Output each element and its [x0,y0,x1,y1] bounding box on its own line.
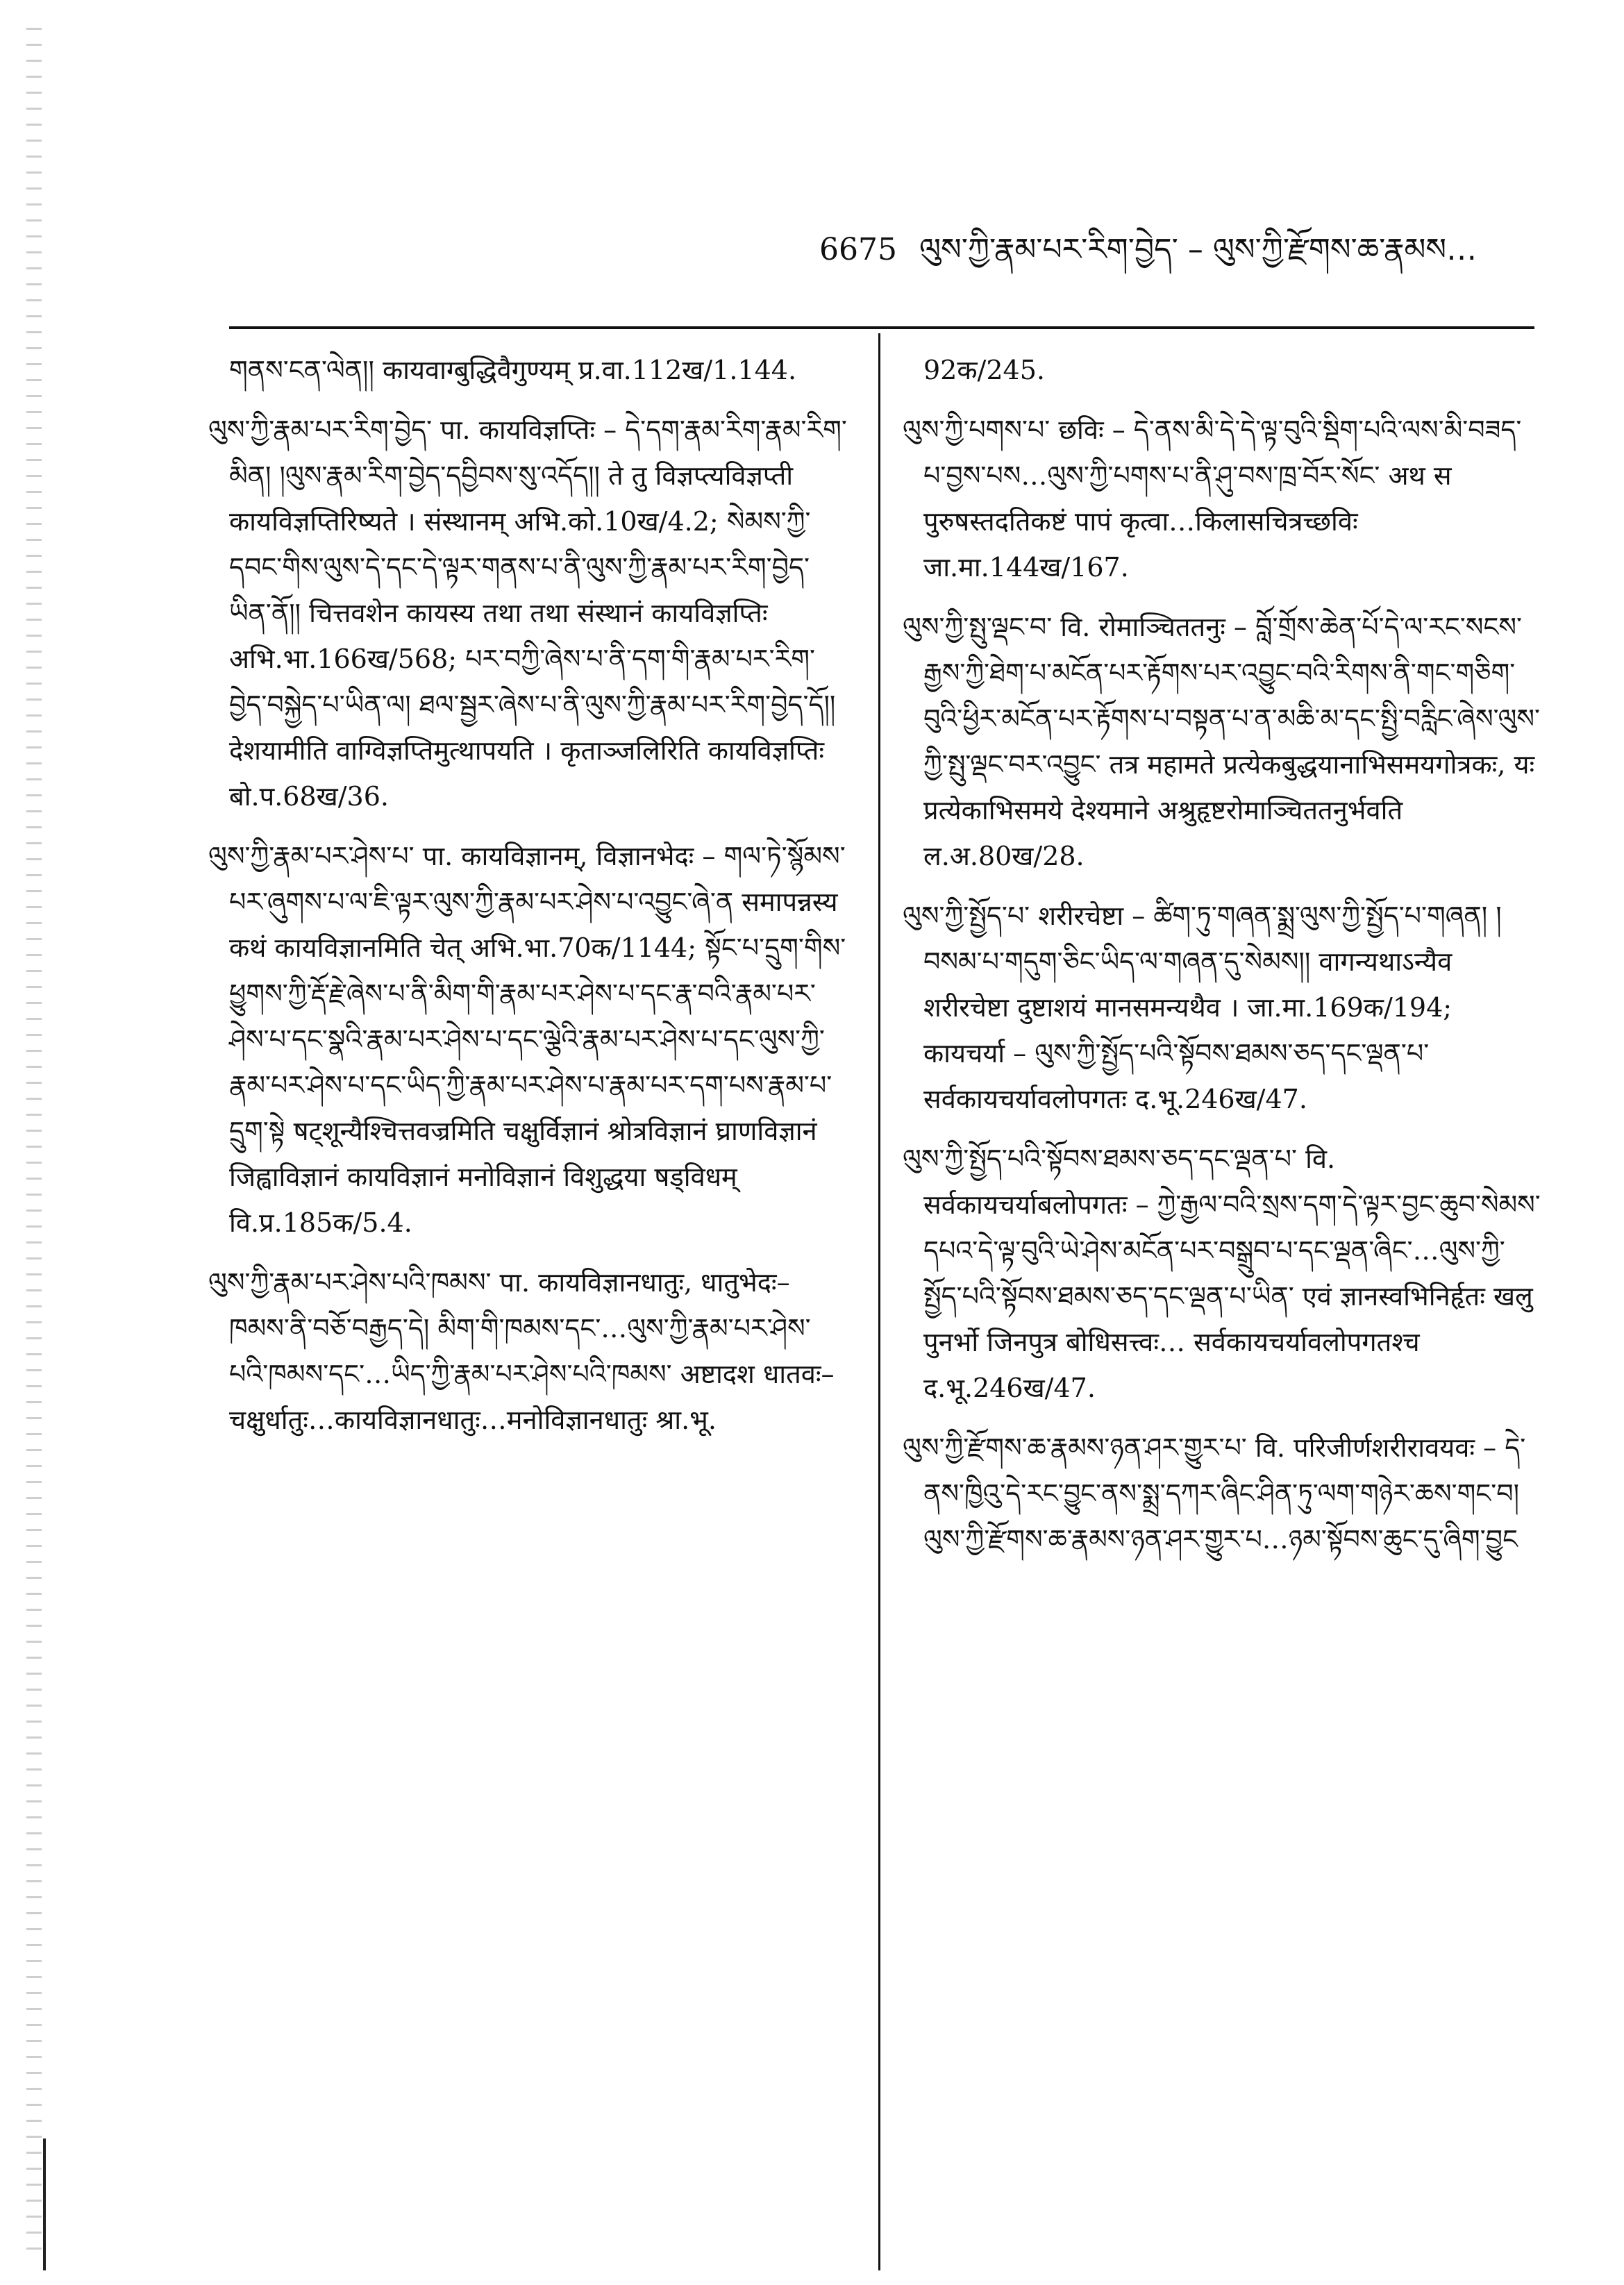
dictionary-entry: ལུས་ཀྱི་རྣམ་པར་ཤེས་པ་ पा. कायविज्ञानम्, विज्ञानभेदः – གལ་ཏེ་སྙོམས་པར་ཞུགས་པ་ལ་ཇི་ལྟར་ལུས་ཀྱི་རྣམ་པར་ཤེས་པ་འབྱུང་ཞེ་ན समापन्नस्य कथं कायविज्ञानमिति चेत् अभि.भा.70क/1144; སྟོང་པ་དྲུག་གིས་ཕྱུགས་ཀྱི་རྡོ་རྗེ་ཞེས་པ་ནི་མིག་གི་རྣམ་པར་ཤེས་པ་དང་རྣ་བའི་རྣམ་པར་ཤེས་པ་དང་སྣའི་རྣམ་པར་ཤེས་པ་དང་ལྕེའི་རྣམ་པར་ཤེས་པ་དང་ལུས་ཀྱི་རྣམ་པར་ཤེས་པ་དང་ཡིད་ཀྱི་རྣམ་པར་ཤེས་པ་རྣམ་པར་དག་པས་རྣམ་པ་དྲུག་སྟེ षट्शून्यैश्चित्तवज्रमिति चक्षुर्विज्ञानं श्रोत्रविज्ञानं घ्राणविज्ञानं जिह्वाविज्ञानं कायविज्ञानं मनोविज्ञानं विशुद्धया षड्विधम् वि.प्र.185क/5.4. [208,841,846,1238]
page-number: 6675 [819,232,897,267]
left-column [208,347,847,1457]
dictionary-entry: ལུས་ཀྱི་རྣམ་པར་ཤེས་པའི་ཁམས་ पा. कायविज्ञानधातुः, धातुभेदः–ཁམས་ནི་བཅོ་བརྒྱད་དེ། མིག་གི་ཁམས་དང་…ལུས་ཀྱི་རྣམ་པར་ཤེས་པའི་ཁམས་དང་…ཡིད་ཀྱི་རྣམ་པར་ཤེས་པའི་ཁམས་ अष्टादश धातवः–चक्षुर्धातुः…कायविज्ञानधातुः…मनोविज्ञानधातुः श्रा.भू. [208,1267,835,1435]
dictionary-entry: ལུས་ཀྱི་རྣམ་པར་རིག་བྱེད་ पा. कायविज्ञप्तिः – དེ་དག་རྣམ་རིག་རྣམ་རིག་མིན། །ལུས་རྣམ་རིག་བྱེད་དབྱིབས་སུ་འདོད།། ते तु विज्ञप्त्यविज्ञप्ती कायविज्ञप्तिरिष्यते । संस्थानम् अभि.को.10ख/4.2; སེམས་ཀྱི་དབང་གིས་ལུས་དེ་དང་དེ་ལྟར་གནས་པ་ནི་ལུས་ཀྱི་རྣམ་པར་རིག་བྱེད་ཡིན་ནོ།། चित्तवशेन कायस्य तथा तथा संस्थानं कायविज्ञप्तिः अभि.भा.166ख/568; པར་བཀྱི་ཞེས་པ་ནི་དག་གི་རྣམ་པར་རིག་བྱེད་བསྐྱེད་པ་ཡིན་ལ། ཐལ་སྦྱར་ཞེས་པ་ནི་ལུས་ཀྱི་རྣམ་པར་རིག་བྱེད་དོ།། देशयामीति वाग्विज्ञप्तिमुत्थापयति । कृताञ्जलिरिति कायविज्ञप्तिः बो.प.68ख/36. [208,415,847,812]
dictionary-entry: ལུས་ཀྱི་སྤུ་ལྡང་བ་ वि. रोमाञ्चिततनुः – བློ་གྲོས་ཆེན་པོ་དེ་ལ་རང་སངས་རྒྱས་ཀྱི་ཐེག་པ་མངོན་པར་རྟོགས་པར་འབྱུང་བའི་རིགས་ནི་གང་གཅིག་བུའི་ཕྱིར་མངོན་པར་རྟོགས་པ་བསྟན་པ་ན་མཆི་མ་དང་སྤྱི་བརླིང་ཞེས་ལུས་ཀྱི་སྤུ་ལྡང་བར་འབྱུང་ तत्र महामते प्रत्येकबुद्धयानाभिसमयगोत्रकः, यः प्रत्येकाभिसमये देश्यमाने अश्रुहृष्टरोमाञ्चिततनुर्भवति ल.अ.80ख/28. [903,612,1540,871]
scan-edge-artifact [26,28,42,2263]
header-rule [229,326,1534,329]
dictionary-entry: གནས་ངན་ལེན།། कायवाग्बुद्धिवैगुण्यम् प्र.वा.112ख/1.144. [229,355,797,385]
dictionary-entry: 92क/245. [923,355,1045,385]
column-divider [878,333,880,2270]
dictionary-entry: ལུས་ཀྱི་པགས་པ་ छविः – དེ་ནས་མི་དེ་དེ་ལྟ་བུའི་སྡིག་པའི་ལས་མི་བཟད་པ་བྱས་པས…ལུས་ཀྱི་པགས་པ་ནི་ཤུ་བས་ཁྲ་བོར་སོང་ अथ स पुरुषस्तदतिकष्टं पापं कृत्वा…किलासचित्रच्छविः जा.मा.144ख/167. [903,415,1522,583]
running-head-title: ལུས་ཀྱི་རྣམ་པར་རིག་བྱེད་ – ལུས་ཀྱི་རྫོགས་ཆ་རྣམས… [919,232,1477,267]
dictionary-entry: ལུས་ཀྱི་སྤྱོད་པ་ शरीरचेष्टा – ཚིག་ཏུ་གཞན་སྨྲ་ལུས་ཀྱི་སྤྱོད་པ་གཞན། །བསམ་པ་གདུག་ཅིང་ཡིད་ལ་གཞན་དུ་སེམས།། वागन्यथाऽन्यैव शरीरचेष्टा दुष्टाशयं मानसमन्यथैव । जा.मा.169क/194; कायचर्या – ལུས་ཀྱི་སྤྱོད་པའི་སྟོབས་ཐམས་ཅད་དང་ལྡན་པ་ सर्वकायचर्यावलोपगतः द.भू.246ख/47. [903,901,1502,1114]
dictionary-entry: ལུས་ཀྱི་སྤྱོད་པའི་སྟོབས་ཐམས་ཅད་དང་ལྡན་པ་ वि. सर्वकायचर्याबलोपगतः – ཀྱེ་རྒྱལ་བའི་སྲས་དག་དེ་ལྟར་བྱང་ཆུབ་སེམས་དཔའ་དེ་ལྟ་བུའི་ཡེ་ཤེས་མངོན་པར་བསྒྲུབ་པ་དང་ལྡན་ཞིང་…ལུས་ཀྱི་སྤྱོད་པའི་སྟོབས་ཐམས་ཅད་དང་ལྡན་པ་ཡིན་ एवं ज्ञानस्वभिनिर्हृतः खलु पुनर्भो जिनपुत्र बोधिसत्त्वः… सर्वकायचर्यावलोपगतश्च द.भू.246ख/47. [903,1144,1541,1403]
right-column [903,347,1541,1576]
scan-edge-line [43,2138,46,2270]
running-head [819,215,1514,301]
dictionary-entry: ལུས་ཀྱི་རྫོགས་ཆ་རྣམས་ཉན་ཤར་གྱུར་པ་ वि. परिजीर्णशरीरावयवः – དེ་ནས་ཁྱིའུ་དེ་རང་བྱུང་ནས་སྨྲ་དཀར་ཞིང་ཤིན་ཏུ་ལག་གཉེར་ཆས་གང་བ། ལུས་ཀྱི་རྫོགས་ཆ་རྣམས་ཉན་ཤར་གྱུར་པ…ཉམ་སྟོབས་ཆུང་དུ་ཞིག་བྱུང [903,1432,1526,1555]
